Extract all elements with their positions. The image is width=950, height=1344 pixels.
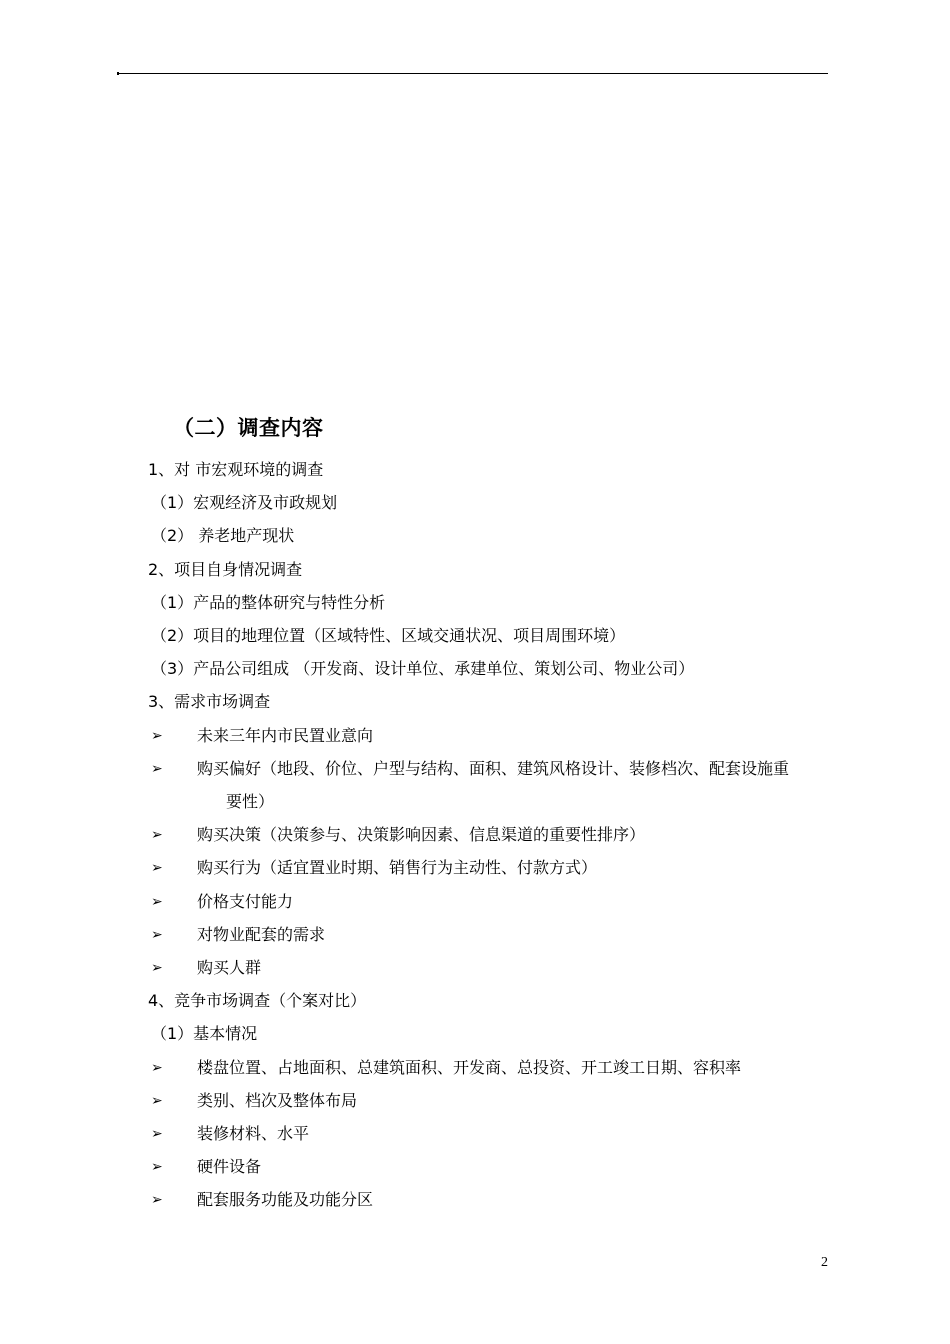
page-number: 2	[821, 1255, 828, 1270]
bullet-item: 类别、档次及整体布局	[197, 1090, 358, 1110]
numbered-heading: 4、竞争市场调查（个案对比）	[148, 991, 367, 1011]
list-item: （2）项目的地理位置（区域特性、区域交通状况、项目周围环境）	[151, 626, 626, 645]
bullet-arrow-icon: ➢	[151, 1092, 163, 1109]
bullet-item: 装修材料、水平	[197, 1124, 310, 1143]
bullet-arrow-icon: ➢	[151, 893, 163, 910]
bullet-item: 对物业配套的需求	[197, 924, 326, 944]
bullet-item: 购买偏好（地段、价位、户型与结构、面积、建筑风格设计、装修档次、配套设施重	[197, 758, 790, 778]
bullet-item: 未来三年内市民置业意向	[197, 725, 374, 745]
bullet-item: 价格支付能力	[197, 891, 294, 911]
bullet-arrow-icon: ➢	[151, 1159, 163, 1176]
section-heading: （二）调查内容	[173, 416, 324, 440]
bullet-item: 配套服务功能及功能分区	[197, 1190, 374, 1210]
bullet-arrow-icon: ➢	[151, 1059, 163, 1076]
list-item: （1）产品的整体研究与特性分析	[151, 592, 386, 612]
header-rule	[118, 73, 828, 74]
bullet-arrow-icon: ➢	[151, 860, 163, 877]
bullet-arrow-icon: ➢	[151, 760, 163, 777]
list-item: （3）产品公司组成 （开发商、设计单位、承建单位、策划公司、物业公司）	[151, 659, 695, 679]
bullet-arrow-icon: ➢	[151, 727, 163, 744]
bullet-arrow-icon: ➢	[151, 960, 163, 976]
bullet-arrow-icon: ➢	[151, 1192, 163, 1209]
numbered-heading: 1、对 市宏观环境的调查	[148, 460, 324, 479]
bullet-item: 购买决策（决策参与、决策影响因素、信息渠道的重要性排序）	[197, 825, 646, 845]
list-item: 要性）	[226, 792, 275, 811]
bullet-item: 购买行为（适宜置业时期、销售行为主动性、付款方式）	[197, 858, 598, 878]
list-item: （1）宏观经济及市政规划	[151, 493, 338, 513]
bullet-arrow-icon: ➢	[151, 827, 163, 844]
bullet-arrow-icon: ➢	[151, 1126, 163, 1142]
bullet-item: 购买人群	[197, 958, 262, 977]
numbered-heading: 3、需求市场调查	[148, 692, 271, 712]
list-item: （2） 养老地产现状	[151, 526, 295, 546]
numbered-heading: 2、项目自身情况调查	[148, 559, 303, 579]
bullet-arrow-icon: ➢	[151, 926, 163, 943]
list-item: （1）基本情况	[151, 1024, 258, 1044]
bullet-item: 硬件设备	[197, 1157, 262, 1177]
bullet-item: 楼盘位置、占地面积、总建筑面积、开发商、总投资、开工竣工日期、容积率	[197, 1057, 742, 1077]
